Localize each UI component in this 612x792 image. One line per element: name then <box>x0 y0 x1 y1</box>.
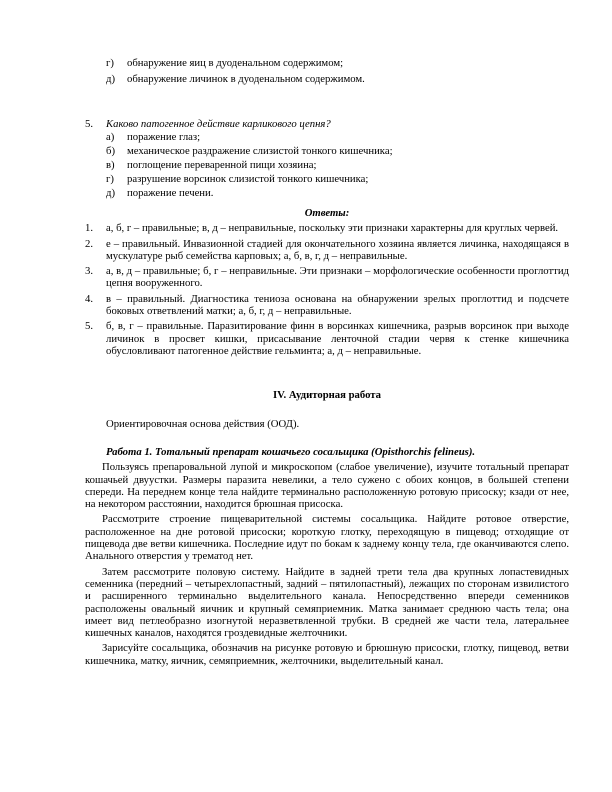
section-title-block <box>85 389 569 401</box>
answer-text: в – правильный. Диагностика тениоза основана на обнаружении зрелых проглоттид и подсчете боковых ответвлений матки; а, б, г, д – неправильные. <box>106 292 569 318</box>
answers-section <box>85 207 569 357</box>
previous-question-options <box>106 57 566 86</box>
answer-item <box>85 320 569 357</box>
option-item <box>106 145 566 157</box>
answer-number: 5. <box>85 320 94 333</box>
question-number: 5. <box>85 118 94 130</box>
option-marker: г) <box>106 57 114 69</box>
option-marker: б) <box>106 145 115 158</box>
answer-item <box>85 238 569 263</box>
ood-text: Ориентировочная основа действия (ООД). <box>106 418 300 430</box>
option-text: механическое раздражение слизистой тонкого кишечника; <box>127 145 393 158</box>
option-item <box>106 73 566 85</box>
work-title: Работа 1. Тотальный препарат кошачьего сосальщика (Opisthorchis felineus). <box>106 446 476 458</box>
question-5-options <box>106 131 566 200</box>
option-item <box>106 131 566 143</box>
option-marker: д) <box>106 187 115 200</box>
paragraph: Рассмотрите строение пищеварительной системы сосальщика. Найдите ротовое отверстие, расположенное на дне ротовой присоски; короткую глотку, переходящую в пищевод; отходящие от пищевода две ветви кишечника. Последние идут по бокам к заднему концу тела, где оканчиваются слепо. Анального отверстия у трематод нет. <box>85 513 569 563</box>
option-marker: в) <box>106 159 115 172</box>
answer-text: а, б, г – правильные; в, д – неправильные, поскольку эти признаки характерны для круглых червей. <box>106 222 559 235</box>
option-text: обнаружение яиц в дуоденальном содержимом; <box>127 57 344 69</box>
section-title: IV. Аудиторная работа <box>272 389 382 401</box>
option-item <box>106 159 566 171</box>
work-block <box>85 446 569 667</box>
option-text: поражение глаз; <box>127 131 201 143</box>
option-marker: а) <box>106 131 115 143</box>
ood-block <box>85 418 569 430</box>
option-text: поглощение переваренной пищи хозяина; <box>127 159 317 172</box>
option-item <box>106 173 566 185</box>
paragraph: Пользуясь препаровальной лупой и микроскопом (слабое увеличение), изучите тотальный препарат кошачьей двуустки. Размеры паразита невелики, а тело сужено с обоих концов, в большей степени спереди. На переднем конце тела найдите терминально расположенную ротовую присоску; кзади от нее, на некотором расстоянии, находится брюшная присоска. <box>85 461 569 511</box>
answers-heading: Ответы: <box>304 207 350 219</box>
question-5 <box>85 118 569 130</box>
option-marker: г) <box>106 173 114 186</box>
answer-number: 2. <box>85 237 94 250</box>
option-marker: д) <box>106 73 115 86</box>
answer-text: б, в, г – правильные. Паразитирование финн в ворсинках кишечника, разрыв ворсинок при выходе личинок в просвет кишки, присасывание ленточной стадии червя к стенке кишечника обусловливают патогенное действие гельминта; а, д – неправильные. <box>106 320 569 357</box>
option-text: обнаружение личинок в дуоденальном содержимом. <box>127 73 365 86</box>
option-text: поражение печени. <box>127 187 214 200</box>
answer-text: е – правильный. Инвазионной стадией для окончательного хозяина является личинка, находящаяся в мускулатуре рыб семейства карповых; а, б, в, г, д – неправильные. <box>106 237 569 262</box>
paragraph: Зарисуйте сосальщика, обозначив на рисунке ротовую и брюшную присоски, глотку, пищевод, ветви кишечника, матку, яичник, семяприемник, желточники, выделительный канал. <box>85 642 569 667</box>
question-label: Каково патогенное действие карликового цепня? <box>106 118 331 130</box>
answer-number: 4. <box>85 292 94 305</box>
option-item <box>106 57 566 69</box>
option-text: разрушение ворсинок слизистой тонкого кишечника; <box>127 173 369 186</box>
answer-item <box>85 265 569 290</box>
answer-number: 1. <box>85 222 94 235</box>
answer-text: а, в, д – правильные; б, г – неправильные. Эти признаки – морфологические особенности проглоттид цепня вооруженного. <box>106 265 569 290</box>
option-item <box>106 187 566 199</box>
answer-item <box>85 293 569 318</box>
paragraph: Затем рассмотрите половую систему. Найдите в задней трети тела два крупных лопастевидных семенника (передний – четырехлопастный, задний – пятилопастный), лежащих по сторонам извилистого и расширенного терминально выделительного канала. Непосредственно впереди семенников расположены овальный яичник и крупный семяприемник. Матка занимает среднюю часть тела; она имеет вид петлеобразно изогнутой неразветвленной трубки. В средней же части тела, латеральнее кишечных каналов, находятся гроздевидные желточники. <box>85 565 569 640</box>
answer-number: 3. <box>85 265 94 278</box>
answer-item <box>85 222 569 234</box>
question-text <box>85 118 569 130</box>
